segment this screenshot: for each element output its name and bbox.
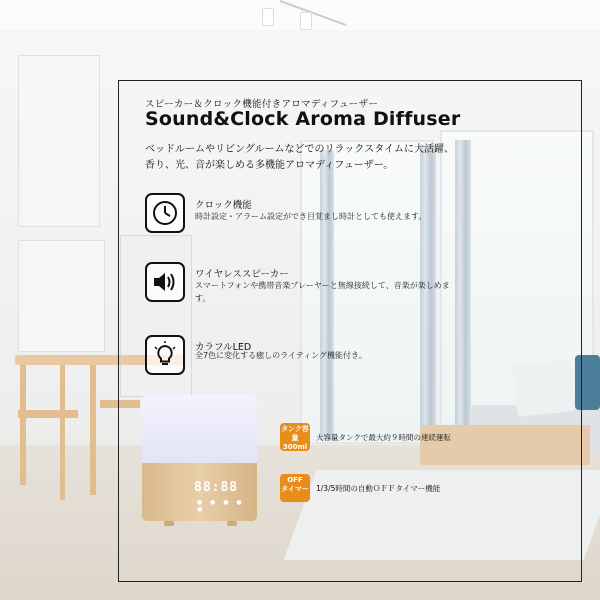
chair-leg xyxy=(20,365,26,485)
badge-label: タンク容量 xyxy=(281,425,309,442)
page-title: Sound&Clock Aroma Diffuser xyxy=(145,108,461,130)
clock-icon xyxy=(145,193,185,233)
feature-title: ワイヤレススピーカー xyxy=(195,269,289,280)
feature-description: スマートフォンや携帯音楽プレーヤーと無線接続して、音楽が楽しめます。 xyxy=(195,281,450,303)
intro-description xyxy=(145,142,585,174)
chair-leg xyxy=(60,365,65,500)
chair-leg xyxy=(90,365,96,495)
tank-capacity-badge xyxy=(280,423,310,451)
off-timer-text: 1/3/5時間の自動ＯＦＦタイマー機能 xyxy=(316,484,441,493)
ceiling-lamp xyxy=(300,12,312,30)
diffuser-foot xyxy=(164,521,174,526)
feature-title: クロック機能 xyxy=(195,200,252,211)
aroma-diffuser-product xyxy=(142,395,257,528)
clock-display: 88:88 xyxy=(194,480,239,495)
diffuser-light-cover xyxy=(142,395,257,463)
bulb-icon xyxy=(145,335,185,375)
page-subtitle: スピーカー＆クロック機能付きアロマディフューザー xyxy=(145,99,379,110)
speaker-icon xyxy=(145,262,185,302)
tank-capacity-text: 大容量タンクで最大約９時間の連続運転 xyxy=(316,433,451,442)
kitchen-cabinet xyxy=(18,240,105,352)
kitchen-cabinet xyxy=(18,55,100,227)
badge-label: OFF xyxy=(287,476,303,484)
feature-description: 全7色に変化する癒しのライティング機能付き。 xyxy=(195,351,367,360)
chair-seat xyxy=(18,410,78,418)
off-timer-badge xyxy=(280,474,310,502)
badge-label: 300ml xyxy=(282,443,308,451)
intro-line: ベッドルームやリビングルームなどでのリラックスタイムに大活躍、 xyxy=(145,144,454,155)
control-buttons: ● ● ● ● ● xyxy=(197,499,245,513)
badge-label: タイマー xyxy=(281,485,309,493)
feature-title: カラフルLED xyxy=(195,342,252,353)
feature-description: 時計設定・アラーム設定ができ目覚まし時計としても使えます。 xyxy=(195,212,427,221)
diffuser-foot xyxy=(227,521,237,526)
ceiling-lamp xyxy=(262,8,274,26)
intro-line: 香り、光、音が楽しめる多機能アロマディフューザー。 xyxy=(145,160,394,171)
